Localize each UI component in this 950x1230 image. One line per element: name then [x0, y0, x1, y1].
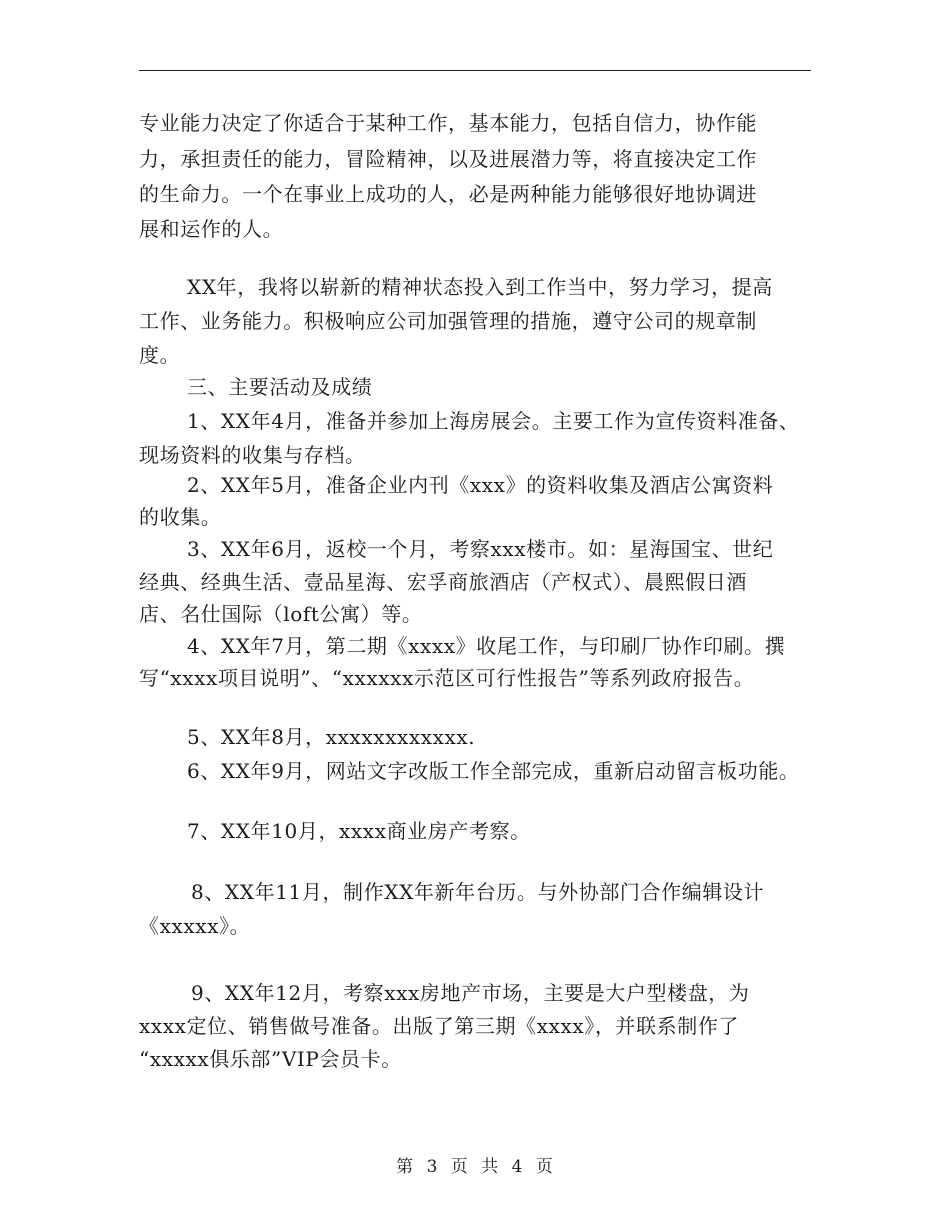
footer-page-word: 页	[450, 1157, 469, 1177]
footer-prefix: 第	[396, 1157, 415, 1177]
list-item-line: 经典、经典生活、壹品星海、宏孚商旅酒店（产权式）、晨熙假日酒	[139, 570, 747, 594]
list-item-line: 4、XX年7月，第二期《xxxx》收尾工作，与印刷厂协作印刷。撰	[187, 634, 786, 658]
list-item-line: 6、XX年9月，网站文字改版工作全部完成，重新启动留言板功能。	[187, 759, 800, 783]
page-footer	[0, 1152, 950, 1177]
list-item-line: 写“xxxx项目说明”、“xxxxxx示范区可行性报告”等系列政府报告。	[139, 666, 755, 690]
footer-total-prefix: 共	[481, 1157, 500, 1177]
list-item-line: 2、XX年5月，准备企业内刊《xxx》的资料收集及酒店公寓资料	[187, 473, 774, 497]
total-pages-number: 4	[511, 1157, 524, 1177]
paragraph-line: 度。	[139, 343, 181, 367]
section-heading: 三、主要活动及成绩	[187, 375, 373, 399]
list-item-line: 5、XX年8月，xxxxxxxxxxxx.	[187, 725, 476, 749]
list-item-line: xxxx定位、销售做号准备。出版了第三期《xxxx》，并联系制作了	[139, 1014, 740, 1038]
list-item-line: 7、XX年10月，xxxx商业房产考察。	[187, 819, 531, 843]
footer-suffix: 页	[535, 1157, 554, 1177]
list-item-line: “xxxxx俱乐部”VIP会员卡。	[139, 1047, 402, 1071]
list-item-line: 9、XX年12月，考察xxx房地产市场，主要是大户型楼盘，为	[191, 981, 750, 1005]
paragraph-line: 的生命力。一个在事业上成功的人，必是两种能力能够很好地协调进	[139, 182, 757, 206]
list-item-line: 8、XX年11月，制作XX年新年台历。与外协部门合作编辑设计	[191, 880, 765, 904]
header-rule	[139, 70, 811, 71]
list-item-line: 店、名仕国际（loft公寓）等。	[139, 602, 423, 626]
list-item-line: 《xxxxx》。	[139, 914, 251, 938]
paragraph-line: 工作、业务能力。积极响应公司加强管理的措施，遵守公司的规章制	[139, 309, 757, 333]
paragraph-line: 专业能力决定了你适合于某种工作，基本能力，包括自信力，协作能	[139, 111, 757, 135]
paragraph-line: 展和运作的人。	[139, 217, 284, 241]
list-item-line: 现场资料的收集与存档。	[139, 443, 366, 467]
paragraph-line: 力，承担责任的能力，冒险精神，以及进展潜力等，将直接决定工作	[139, 147, 757, 171]
current-page-number: 3	[426, 1157, 439, 1177]
list-item-line: 1、XX年4月，准备并参加上海房展会。主要工作为宣传资料准备、	[187, 409, 800, 433]
list-item-line: 3、XX年6月，返校一个月，考察xxx楼市。如：星海国宝、世纪	[187, 537, 774, 561]
paragraph-line: XX年，我将以崭新的精神状态投入到工作当中，努力学习，提高	[187, 275, 773, 299]
list-item-line: 的收集。	[139, 505, 222, 529]
